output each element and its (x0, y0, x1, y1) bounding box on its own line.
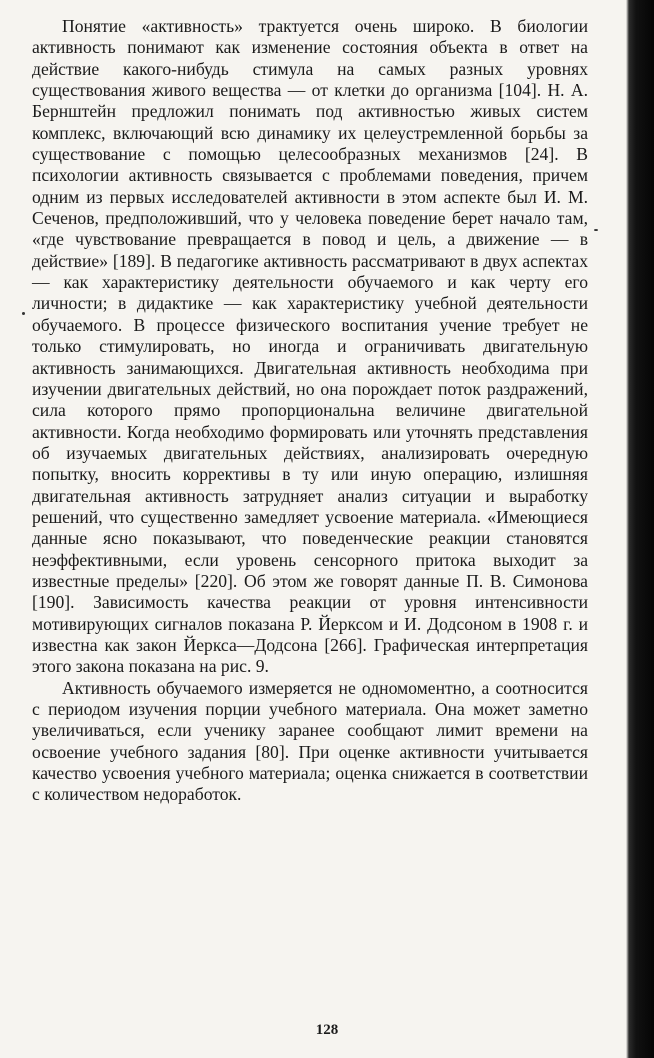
scan-speck (594, 229, 598, 231)
body-text (32, 16, 588, 806)
scan-speck (22, 312, 25, 315)
paragraph-activity-measurement: Активность обучаемого измеряется не одномоментно, а соотносится с периодом изучения порции учебного материала. Она может заметно увеличиваться, если ученику заранее сообщают лимит времени на освоение учебного задания [80]. При оценке активности учитывается качество усвоения учебного материала; оценка снижается в соответствии с количеством недоработок. (32, 677, 588, 805)
page-edge-shadow (626, 0, 654, 1058)
paragraph-activity-concept: Понятие «активность» трактуется очень широко. В биологии активность понимают как изменение состояния объекта в ответ на действие какого-нибудь стимула на самых разных уровнях существования живого вещества — от клетки до организма [104]. Н. А. Бернштейн предложил понимать под активностью живых систем комплекс, включающий всю динамику их целеустремленной борьбы за существование с помощью целесообразных механизмов [24]. В психологии активность связывается с проблемами поведения, причем одним из первых исследователей активности в этом аспекте был И. М. Сеченов, предположивший, что у человека поведение берет начало там, «где чувствование превращается в повод и цель, а движение — в действие» [189]. В педагогике активность рассматривают в двух аспектах — как характеристику деятельности обучаемого и как черту его личности; в дидактике — как характеристику учебной деятельности обучаемого. В процессе физического воспитания учение требует не только стимулировать, но иногда и ограничивать двигательную активность занимающихся. Двигательная активность необходима при изучении двигательных действий, но она порождает поток раздражений, сила которого прямо пропорциональна величине двигательной активности. Когда необходимо формировать или уточнять представления об изучаемых двигательных действиях, анализировать очередную попытку, вносить коррективы в ту или иную операцию, излишняя двигательная активность затрудняет анализ ситуации и выработку решений, что существенно замедляет усвоение материала. «Имеющиеся данные ясно показывают, что поведенческие реакции становятся неэффективными, если уровень сенсорного притока выходит за известные пределы» [220]. Об этом же говорят данные П. В. Симонова [190]. Зависимость качества реакции от уровня интенсивности мотивирующих сигналов показана Р. Йерксом и И. Додсоном в 1908 г. и известна как закон Йеркса—Додсона [266]. Графическая интерпретация этого закона показана на рис. 9. (32, 16, 588, 677)
page-number: 128 (315, 1022, 339, 1038)
